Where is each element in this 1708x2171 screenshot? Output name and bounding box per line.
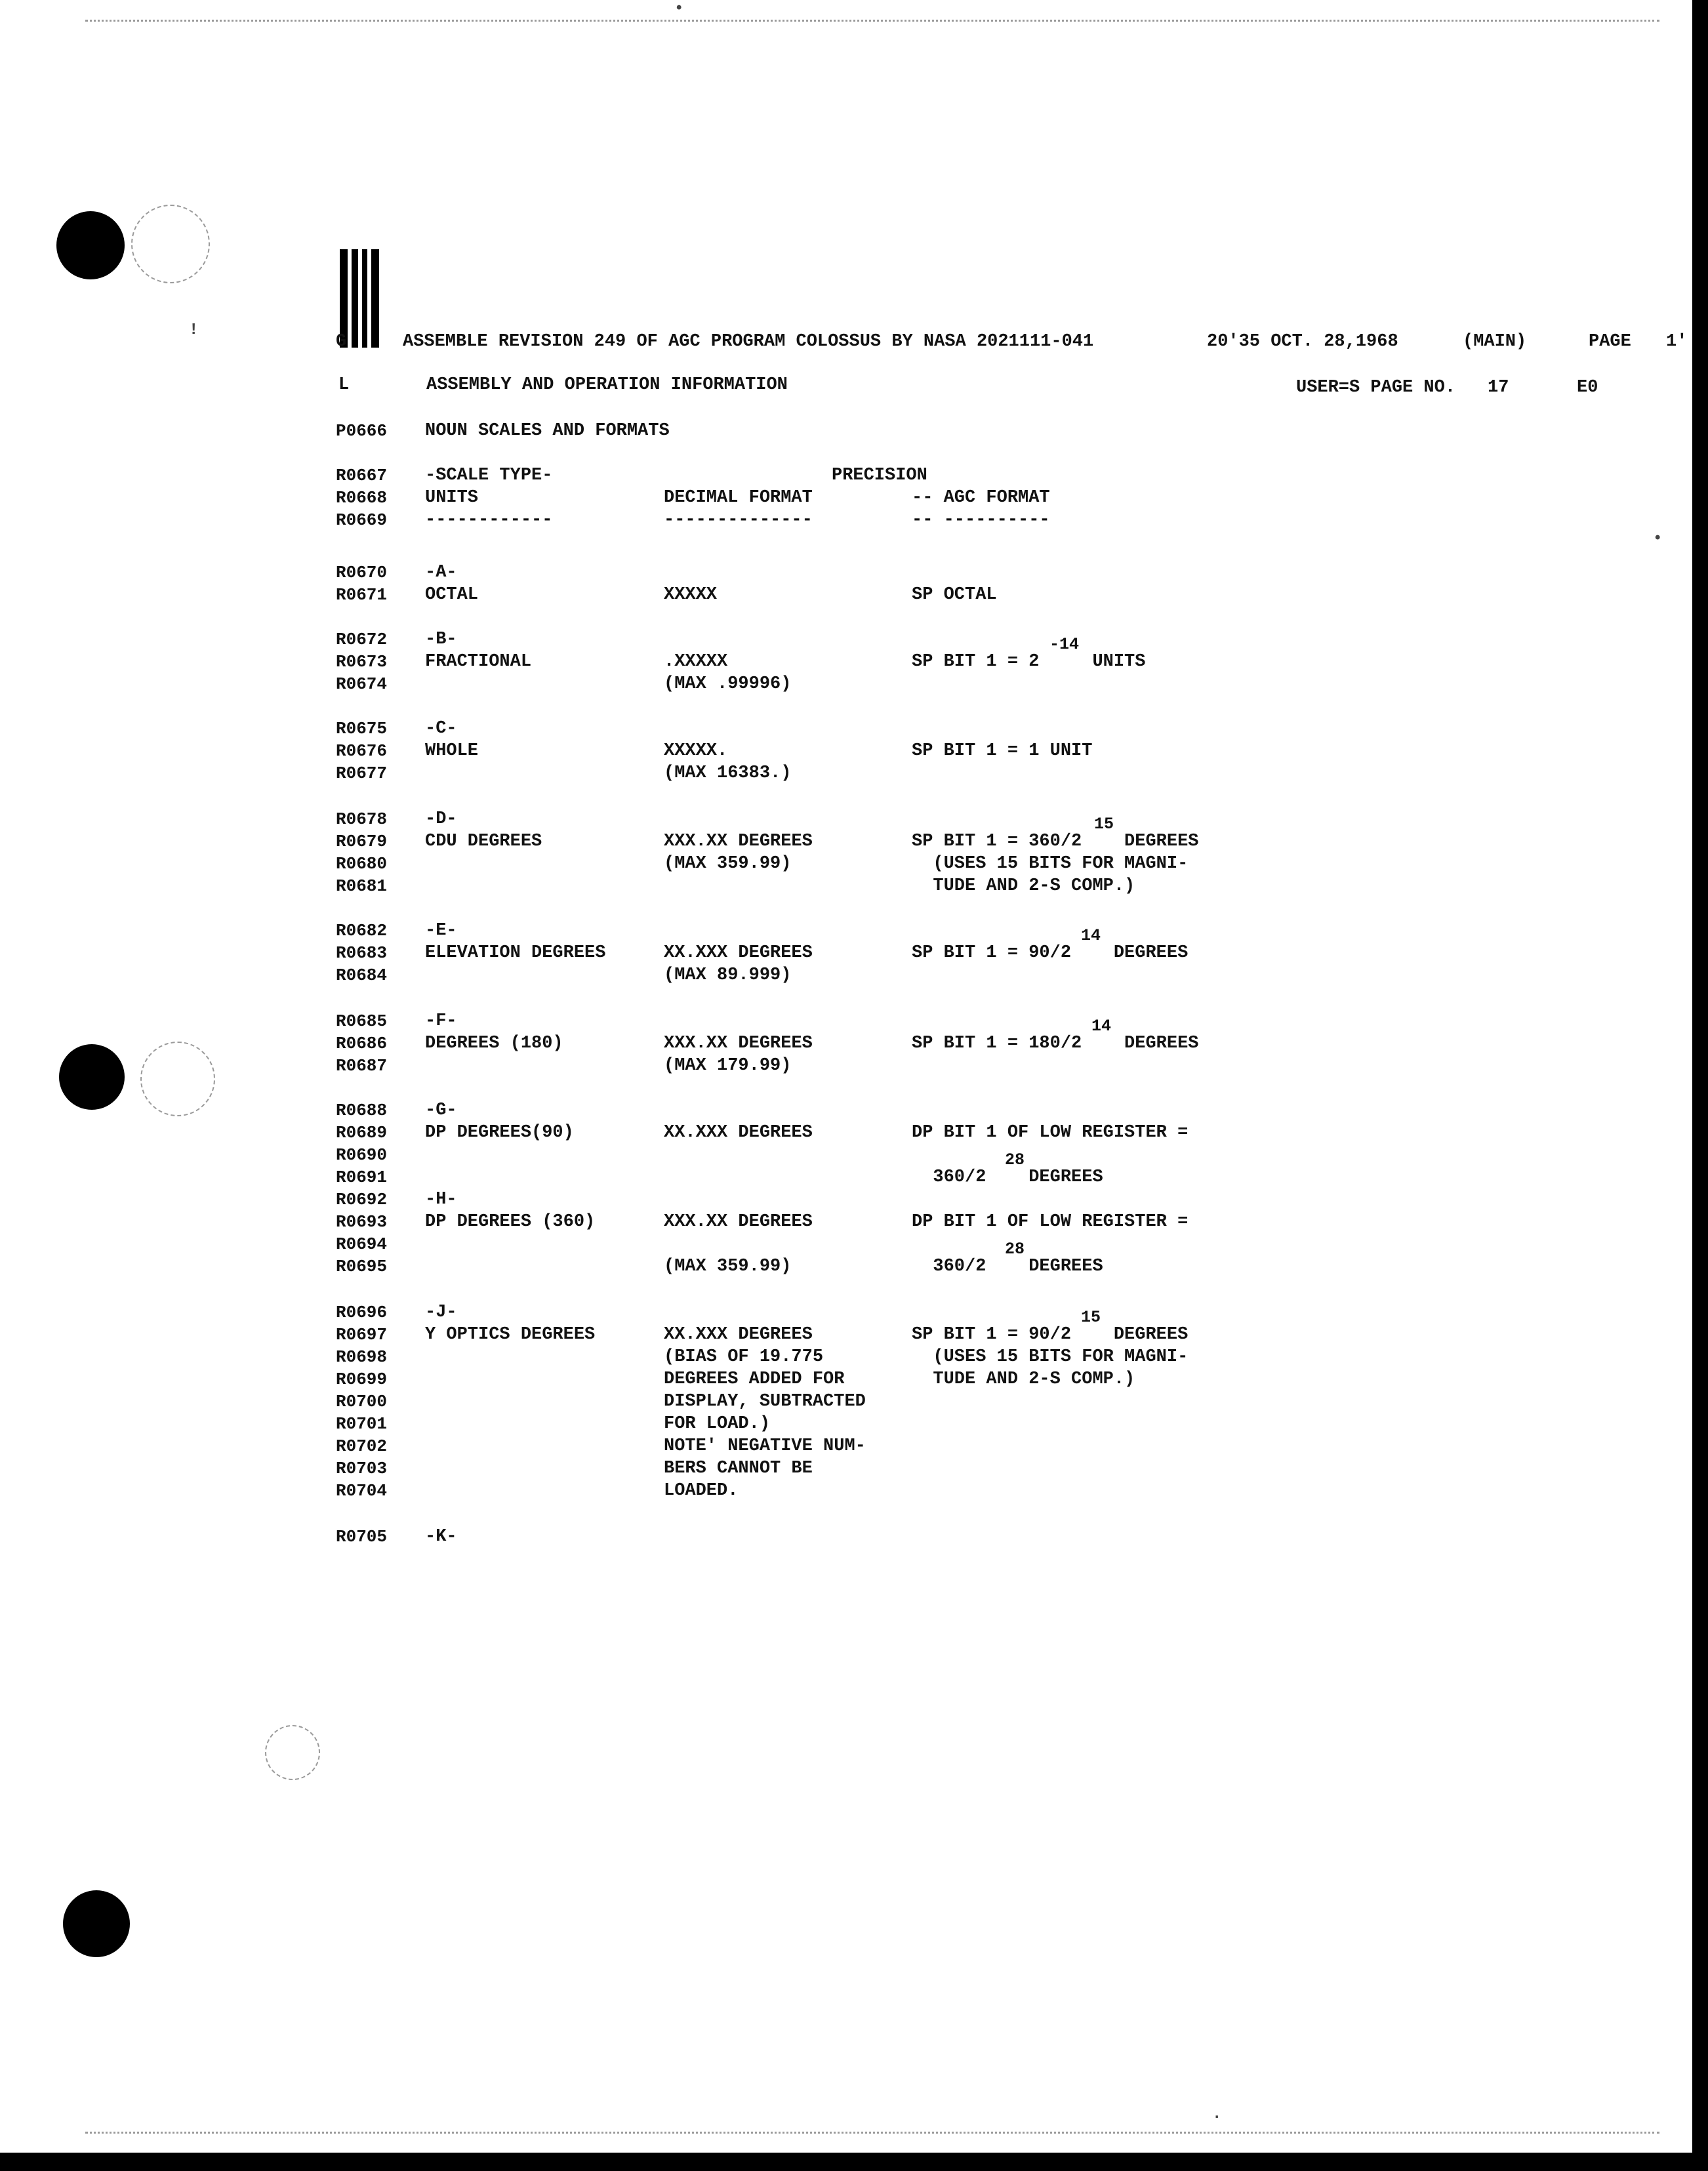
line-number: R0692 bbox=[336, 1190, 388, 1209]
decimal-format-cell: XX.XXX DEGREES bbox=[664, 1123, 813, 1143]
line-number: R0675 bbox=[336, 719, 388, 739]
units-cell: -B- bbox=[425, 630, 457, 649]
agc-format-cell: SP BIT 1 = 90/2 DEGREES bbox=[912, 943, 1189, 963]
decimal-format-cell: XX.XXX DEGREES bbox=[664, 943, 813, 963]
units-cell: -D- bbox=[425, 809, 457, 829]
bottom-scan-edge bbox=[85, 2132, 1659, 2134]
units-cell: -E- bbox=[425, 921, 457, 941]
scan-mark: ! bbox=[189, 321, 199, 339]
units-heading: UNITS bbox=[425, 488, 479, 508]
line-number: R0697 bbox=[336, 1325, 388, 1345]
title-line-text: NOUN SCALES AND FORMATS bbox=[425, 421, 670, 441]
decimal-format-cell: XXX.XX DEGREES bbox=[664, 832, 813, 851]
line-number: R0682 bbox=[336, 921, 388, 941]
agc-format-cell: SP OCTAL bbox=[912, 585, 997, 605]
decimal-format-cell: (MAX 179.99) bbox=[664, 1056, 792, 1076]
punch-hole-bottom bbox=[63, 1890, 130, 1957]
line-number: R0702 bbox=[336, 1436, 388, 1456]
line-number: R0685 bbox=[336, 1011, 388, 1031]
header-page-label: PAGE bbox=[1589, 332, 1631, 352]
units-cell: -J- bbox=[425, 1303, 457, 1322]
line-number: R0688 bbox=[336, 1101, 388, 1120]
decimal-format-heading: DECIMAL FORMAT bbox=[664, 488, 813, 508]
line-number: R0703 bbox=[336, 1459, 388, 1478]
agc-format-cell: SP BIT 1 = 2 UNITS bbox=[912, 652, 1146, 672]
line-number: R0704 bbox=[336, 1481, 388, 1501]
decimal-format-cell: (MAX 89.999) bbox=[664, 965, 792, 985]
decimal-format-cell: NOTE' NEGATIVE NUM- bbox=[664, 1436, 866, 1456]
line-number: R0670 bbox=[336, 563, 388, 582]
agc-format-cell: SP BIT 1 = 90/2 DEGREES bbox=[912, 1325, 1189, 1345]
line-number: R0696 bbox=[336, 1303, 388, 1322]
line-number: R0689 bbox=[336, 1123, 388, 1143]
exponent: 28 bbox=[1005, 1150, 1025, 1169]
rule-agc: -- ---------- bbox=[912, 510, 1050, 530]
line-number: R0701 bbox=[336, 1414, 388, 1434]
units-cell: -G- bbox=[425, 1101, 457, 1120]
line-number: R0680 bbox=[336, 854, 388, 874]
header-line-number-2: R0668 bbox=[336, 488, 388, 508]
units-cell: ELEVATION DEGREES bbox=[425, 943, 606, 963]
line-number: R0679 bbox=[336, 832, 388, 851]
punch-hole-top bbox=[56, 211, 125, 279]
agc-format-cell: (USES 15 BITS FOR MAGNI- bbox=[912, 1347, 1189, 1367]
scan-mark: . bbox=[1212, 2105, 1222, 2123]
rule-decimal: -------------- bbox=[664, 510, 813, 530]
scan-border-right bbox=[1692, 0, 1708, 2171]
decimal-format-cell: XX.XXX DEGREES bbox=[664, 1325, 813, 1345]
exponent: 15 bbox=[1081, 1308, 1101, 1327]
line-number: R0705 bbox=[336, 1527, 388, 1547]
scan-mark: • bbox=[1653, 530, 1663, 548]
line-number: R0676 bbox=[336, 741, 388, 761]
units-cell: Y OPTICS DEGREES bbox=[425, 1325, 596, 1345]
line-number: R0673 bbox=[336, 652, 388, 672]
agc-format-cell: TUDE AND 2-S COMP.) bbox=[912, 876, 1135, 896]
scale-type-heading: -SCALE TYPE- bbox=[425, 466, 553, 485]
units-cell: DP DEGREES (360) bbox=[425, 1212, 596, 1232]
agc-format-cell: (USES 15 BITS FOR MAGNI- bbox=[912, 854, 1189, 874]
line-number: R0684 bbox=[336, 965, 388, 985]
user-page-number: 17 bbox=[1488, 378, 1509, 397]
decimal-format-cell: .XXXXX bbox=[664, 652, 728, 672]
decimal-format-cell: LOADED. bbox=[664, 1481, 739, 1501]
decimal-format-cell: FOR LOAD.) bbox=[664, 1414, 771, 1434]
decimal-format-cell: XXX.XX DEGREES bbox=[664, 1212, 813, 1232]
units-cell: WHOLE bbox=[425, 741, 479, 761]
decimal-format-cell: XXXXX. bbox=[664, 741, 728, 761]
header-line-number-3: R0669 bbox=[336, 510, 388, 530]
scan-mark: • bbox=[674, 0, 684, 18]
subheader-code: E0 bbox=[1577, 378, 1598, 397]
decimal-format-cell: XXXXX bbox=[664, 585, 718, 605]
decimal-format-cell: BERS CANNOT BE bbox=[664, 1459, 813, 1478]
units-cell: OCTAL bbox=[425, 585, 479, 605]
agc-format-cell: DP BIT 1 OF LOW REGISTER = bbox=[912, 1212, 1189, 1232]
line-number: R0699 bbox=[336, 1370, 388, 1389]
header-line-number-1: R0667 bbox=[336, 466, 388, 485]
agc-format-cell: 360/2 DEGREES bbox=[912, 1257, 1103, 1276]
line-number: R0687 bbox=[336, 1056, 388, 1076]
agc-format-cell: SP BIT 1 = 360/2 DEGREES bbox=[912, 832, 1199, 851]
line-number: R0678 bbox=[336, 809, 388, 829]
units-cell: -A- bbox=[425, 563, 457, 582]
decimal-format-cell: DEGREES ADDED FOR bbox=[664, 1370, 845, 1389]
agc-format-heading: -- AGC FORMAT bbox=[912, 488, 1050, 508]
punch-hole-middle bbox=[59, 1044, 125, 1110]
decimal-format-cell: (MAX 359.99) bbox=[664, 854, 792, 874]
line-number: R0695 bbox=[336, 1257, 388, 1276]
line-number: R0690 bbox=[336, 1145, 388, 1165]
exponent: -14 bbox=[1049, 635, 1080, 654]
decimal-format-cell: (MAX .99996) bbox=[664, 674, 792, 694]
units-cell: DP DEGREES(90) bbox=[425, 1123, 574, 1143]
section-title: ASSEMBLY AND OPERATION INFORMATION bbox=[426, 375, 788, 395]
units-cell: -H- bbox=[425, 1190, 457, 1209]
exponent: 14 bbox=[1091, 1017, 1112, 1036]
line-number: R0698 bbox=[336, 1347, 388, 1367]
decimal-format-cell: (MAX 16383.) bbox=[664, 763, 792, 783]
decimal-format-cell: XXX.XX DEGREES bbox=[664, 1034, 813, 1053]
punch-hole-ring-top bbox=[131, 205, 210, 283]
line-number: R0693 bbox=[336, 1212, 388, 1232]
scan-border-bottom bbox=[0, 2153, 1708, 2171]
line-number: R0672 bbox=[336, 630, 388, 649]
line-number: R0674 bbox=[336, 674, 388, 694]
line-number: R0683 bbox=[336, 943, 388, 963]
header-timestamp: 20'35 OCT. 28,1968 bbox=[1207, 332, 1398, 352]
exponent: 15 bbox=[1094, 815, 1114, 834]
agc-format-cell: SP BIT 1 = 1 UNIT bbox=[912, 741, 1093, 761]
line-number: R0681 bbox=[336, 876, 388, 896]
line-number: R0700 bbox=[336, 1392, 388, 1411]
exponent: 28 bbox=[1005, 1240, 1025, 1259]
header-mark: G bbox=[336, 332, 347, 352]
units-cell: -F- bbox=[425, 1011, 457, 1031]
header-page-number: 1' bbox=[1666, 332, 1688, 352]
decimal-format-cell: (BIAS OF 19.775 bbox=[664, 1347, 824, 1367]
decimal-format-cell: DISPLAY, SUBTRACTED bbox=[664, 1392, 866, 1411]
units-cell: DEGREES (180) bbox=[425, 1034, 563, 1053]
precision-heading: PRECISION bbox=[832, 466, 927, 485]
subheader-left: L bbox=[338, 375, 350, 395]
line-number: R0677 bbox=[336, 763, 388, 783]
agc-format-cell: SP BIT 1 = 180/2 DEGREES bbox=[912, 1034, 1199, 1053]
punch-hole-ring-bottom bbox=[265, 1725, 320, 1780]
top-scan-edge bbox=[85, 20, 1659, 22]
units-cell: CDU DEGREES bbox=[425, 832, 542, 851]
title-line-number: P0666 bbox=[336, 421, 388, 441]
punch-hole-ring-middle bbox=[140, 1042, 215, 1116]
agc-format-cell: 360/2 DEGREES bbox=[912, 1167, 1103, 1187]
header-main: (MAIN) bbox=[1463, 332, 1527, 352]
units-cell: FRACTIONAL bbox=[425, 652, 532, 672]
line-number: R0686 bbox=[336, 1034, 388, 1053]
header-title: ASSEMBLE REVISION 249 OF AGC PROGRAM COLOSSUS BY NASA 2021111-041 bbox=[403, 332, 1094, 352]
user-page-label: USER=S PAGE NO. bbox=[1296, 378, 1456, 397]
line-number: R0694 bbox=[336, 1234, 388, 1254]
rule-units: ------------ bbox=[425, 510, 553, 530]
agc-format-cell: DP BIT 1 OF LOW REGISTER = bbox=[912, 1123, 1189, 1143]
exponent: 14 bbox=[1081, 926, 1101, 945]
line-number: R0671 bbox=[336, 585, 388, 605]
line-number: R0691 bbox=[336, 1167, 388, 1187]
units-cell: -K- bbox=[425, 1527, 457, 1547]
agc-format-cell: TUDE AND 2-S COMP.) bbox=[912, 1370, 1135, 1389]
decimal-format-cell: (MAX 359.99) bbox=[664, 1257, 792, 1276]
units-cell: -C- bbox=[425, 719, 457, 739]
